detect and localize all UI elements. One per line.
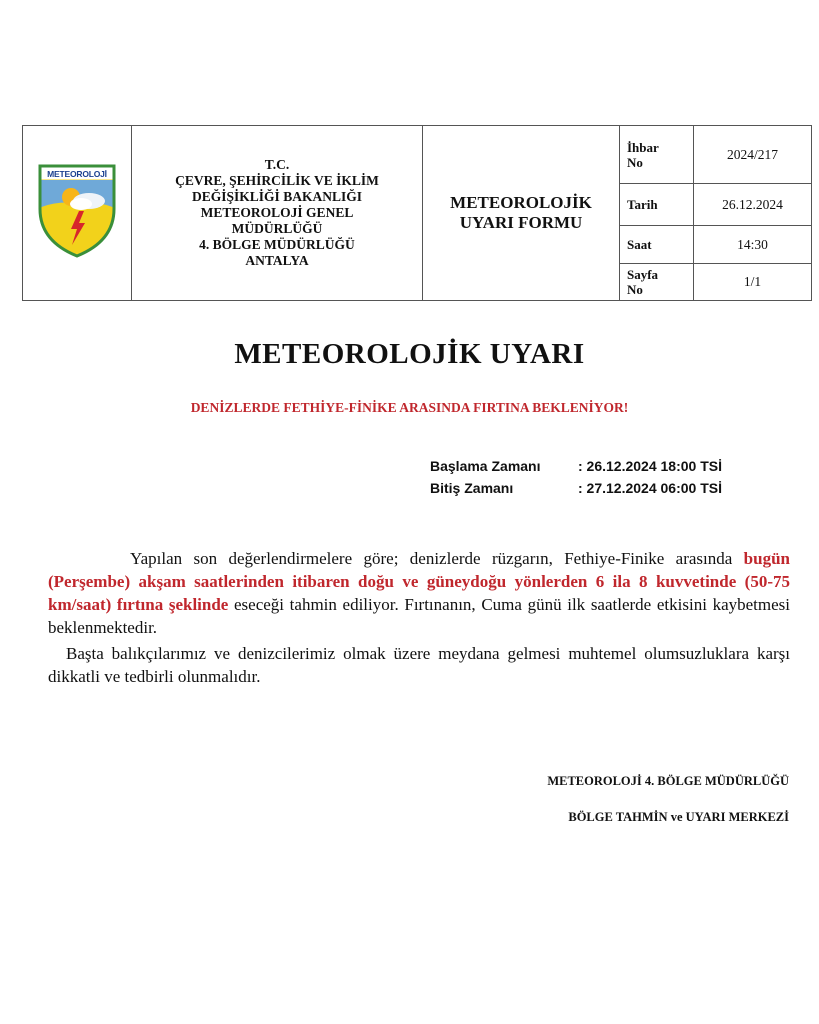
logo-text: METEOROLOJİ (47, 168, 107, 179)
body-highlight: bugün (Perşembe) akşam saatlerinden itibaren doğu ve güneydoğu yönlerden 6 ila 8 kuvvetinde (50-75 km/saat) fırtına şeklinde (48, 549, 790, 614)
logo-cell (23, 126, 132, 301)
end-time-value: : 27.12.2024 06:00 TSİ (578, 480, 722, 496)
body-text: eseceği tahmin ediliyor. Fırtınanın, Cuma günü ilk saatlerde etkisini kaybetmesi beklenmektedir. (48, 595, 790, 637)
org-line: MÜDÜRLÜĞÜ (231, 221, 323, 236)
end-time-row (430, 477, 722, 499)
org-line: 4. BÖLGE MÜDÜRLÜĞÜ (199, 237, 355, 252)
header-table (22, 125, 812, 301)
ihbar-label-line: No (627, 154, 643, 170)
meteoroloji-logo (37, 163, 117, 264)
body-paragraph-2: Başta balıkçılarımız ve denizcilerimiz olmak üzere meydana gelmesi muhtemel olumsuzluklara karşı dikkatli ve tedbirli olunmalıdır. (48, 644, 790, 686)
org-line: DEĞİŞİKLİĞİ BAKANLIĞI (192, 189, 362, 204)
page-title: METEOROLOJİK UYARI (234, 338, 585, 370)
org-line: ÇEVRE, ŞEHİRCİLİK VE İKLİM (175, 173, 379, 188)
body-paragraph-1 (48, 547, 790, 639)
saat-label: Saat (620, 226, 694, 264)
signature-line-1: METEOROLOJİ 4. BÖLGE MÜDÜRLÜĞÜ (547, 774, 789, 788)
form-title-line: METEOROLOJİK (450, 193, 592, 212)
time-range (430, 455, 722, 499)
sayfa-label-line: No (627, 282, 643, 297)
meteoroloji-shield-icon (37, 163, 117, 259)
start-time-value: : 26.12.2024 18:00 TSİ (578, 458, 722, 474)
organization-block (132, 126, 423, 301)
sayfa-value: 1/1 (694, 264, 812, 301)
start-time-label: Başlama Zamanı (430, 458, 541, 474)
ihbar-label-line: İhbar (627, 139, 659, 155)
org-line: T.C. (264, 157, 290, 172)
sayfa-label (620, 264, 694, 301)
body-text: Yapılan son değerlendirmelere göre; denizlerde rüzgarın, Fethiye-Finike arasında (130, 549, 744, 568)
org-line: ANTALYA (245, 253, 309, 268)
sayfa-label-line: Sayfa (627, 267, 659, 282)
form-title (423, 126, 620, 301)
form-title-line: UYARI FORMU (459, 213, 583, 232)
ihbar-label (620, 126, 694, 184)
saat-value: 14:30 (694, 226, 812, 264)
warning-subtitle: DENİZLERDE FETHİYE-FİNİKE ARASINDA FIRTINA BEKLENİYOR! (190, 400, 629, 415)
ihbar-value: 2024/217 (694, 126, 812, 184)
org-line: METEOROLOJİ GENEL (200, 205, 354, 220)
end-time-label: Bitiş Zamanı (430, 480, 514, 496)
signature-line-2: BÖLGE TAHMİN ve UYARI MERKEZİ (568, 810, 789, 824)
warning-body (48, 547, 790, 691)
start-time-row (430, 455, 722, 477)
tarih-value: 26.12.2024 (694, 184, 812, 226)
tarih-label: Tarih (620, 184, 694, 226)
